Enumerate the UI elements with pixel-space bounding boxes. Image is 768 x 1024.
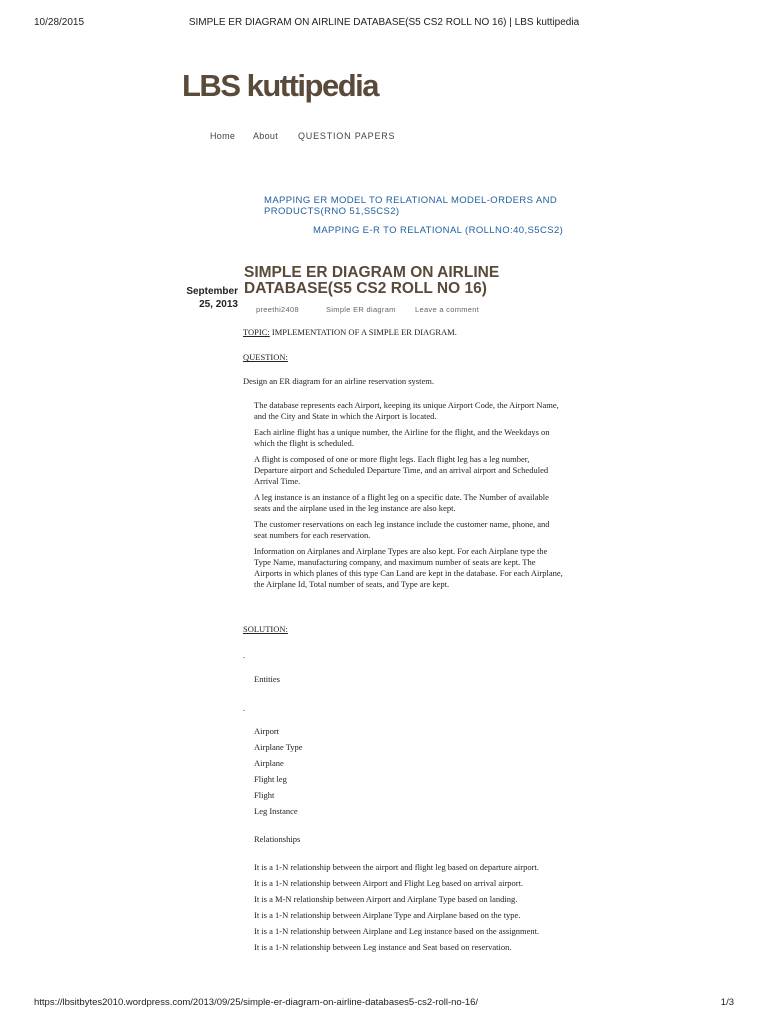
requirement-item: The database represents each Airport, keeping its unique Airport Code, the Airport Name, and the City and State in which the Airport is located. <box>254 400 559 421</box>
entity-item: Flight <box>254 790 275 800</box>
entity-item: Airplane <box>254 758 284 768</box>
requirement-item: Information on Airplanes and Airplane Types are also kept. For each Airplane type the Type Name, manufacturing company, and maximum number of seats are kept. The Airports in which planes of this type Can Land are kept in the database. For each Airplane, the Airplane Id, Total number of seats, and Type are kept. <box>254 546 563 589</box>
site-title-link[interactable]: LBS kuttipedia <box>182 68 379 103</box>
requirement-item: Each airline flight has a unique number, the Airline for the flight, and the Weekdays on which the flight is scheduled. <box>254 427 550 448</box>
relationship-item: It is a 1-N relationship between the airport and flight leg based on departure airport. <box>254 862 539 872</box>
topic-label: TOPIC: <box>243 327 270 337</box>
nav-home-link[interactable]: Home <box>210 131 236 141</box>
entities-label: Entities <box>254 674 280 684</box>
entities-list <box>254 726 303 822</box>
requirement-item: A leg instance is an instance of a flight leg on a specific date. The Number of available seats and the airplane used in the leg instance are also kept. <box>254 492 549 513</box>
page-number: 1/3 <box>720 997 734 1008</box>
nav-about-link[interactable]: About <box>253 131 279 141</box>
requirements-list <box>254 400 564 595</box>
entity-item: Flight leg <box>254 774 287 784</box>
list-marker: . <box>243 650 246 660</box>
post-date <box>170 285 238 311</box>
list-marker: . <box>243 703 246 713</box>
entity-item: Leg Instance <box>254 806 298 816</box>
solution-label: SOLUTION: <box>243 624 288 634</box>
entity-item: Airplane Type <box>254 742 303 752</box>
leave-comment-link[interactable]: Leave a comment <box>415 305 480 314</box>
relationship-item: It is a 1-N relationship between Airplane Type and Airplane based on the type. <box>254 910 521 920</box>
requirement-item: The customer reservations on each leg instance include the customer name, phone, and seat numbers for each reservation. <box>254 519 550 540</box>
post-date-day-year: 25, 2013 <box>199 299 238 310</box>
next-post-link[interactable]: MAPPING E-R TO RELATIONAL (ROLLNO:40,S5CS2) <box>313 225 564 236</box>
previous-post-link[interactable]: MAPPING ER MODEL TO RELATIONAL MODEL-ORDERS AND PRODUCTS(RNO 51,S5CS2) <box>264 195 558 217</box>
question-label: QUESTION: <box>243 352 288 362</box>
relationship-item: It is a 1-N relationship between Airport and Flight Leg based on arrival airport. <box>254 878 524 888</box>
print-header-title: SIMPLE ER DIAGRAM ON AIRLINE DATABASE(S5 CS2 ROLL NO 16) | LBS kuttipedia <box>188 17 580 28</box>
topic-line <box>243 327 457 338</box>
post-category-link[interactable]: Simple ER diagram <box>326 305 396 314</box>
relationship-item: It is a M-N relationship between Airport and Airplane Type based on landing. <box>254 894 518 904</box>
requirement-item: A flight is composed of one or more flight legs. Each flight leg has a leg number, Departure airport and Scheduled Departure Time, and an arrival airport and Scheduled Arrival Time. <box>254 454 549 486</box>
relationship-item: It is a 1-N relationship between Leg instance and Seat based on reservation. <box>254 942 512 952</box>
post-title: SIMPLE ER DIAGRAM ON AIRLINE DATABASE(S5 CS2 ROLL NO 16) <box>244 264 500 297</box>
post-author-link[interactable]: preethi2408 <box>256 305 299 314</box>
relationships-label: Relationships <box>254 834 301 844</box>
topic-text: IMPLEMENTATION OF A SIMPLE ER DIAGRAM. <box>269 327 457 337</box>
entity-item: Airport <box>254 726 280 736</box>
nav-question-papers-link[interactable]: QUESTION PAPERS <box>298 131 396 141</box>
post-date-month: September <box>186 286 238 297</box>
question-text: Design an ER diagram for an airline reservation system. <box>243 376 434 386</box>
print-date: 10/28/2015 <box>34 17 85 28</box>
print-footer-url: https://lbsitbytes2010.wordpress.com/2013/09/25/simple-er-diagram-on-airline-databases5-cs2-roll-no-16/ <box>34 997 479 1008</box>
relationships-list <box>254 862 564 958</box>
relationship-item: It is a 1-N relationship between Airplane and Leg instance based on the assignment. <box>254 926 540 936</box>
